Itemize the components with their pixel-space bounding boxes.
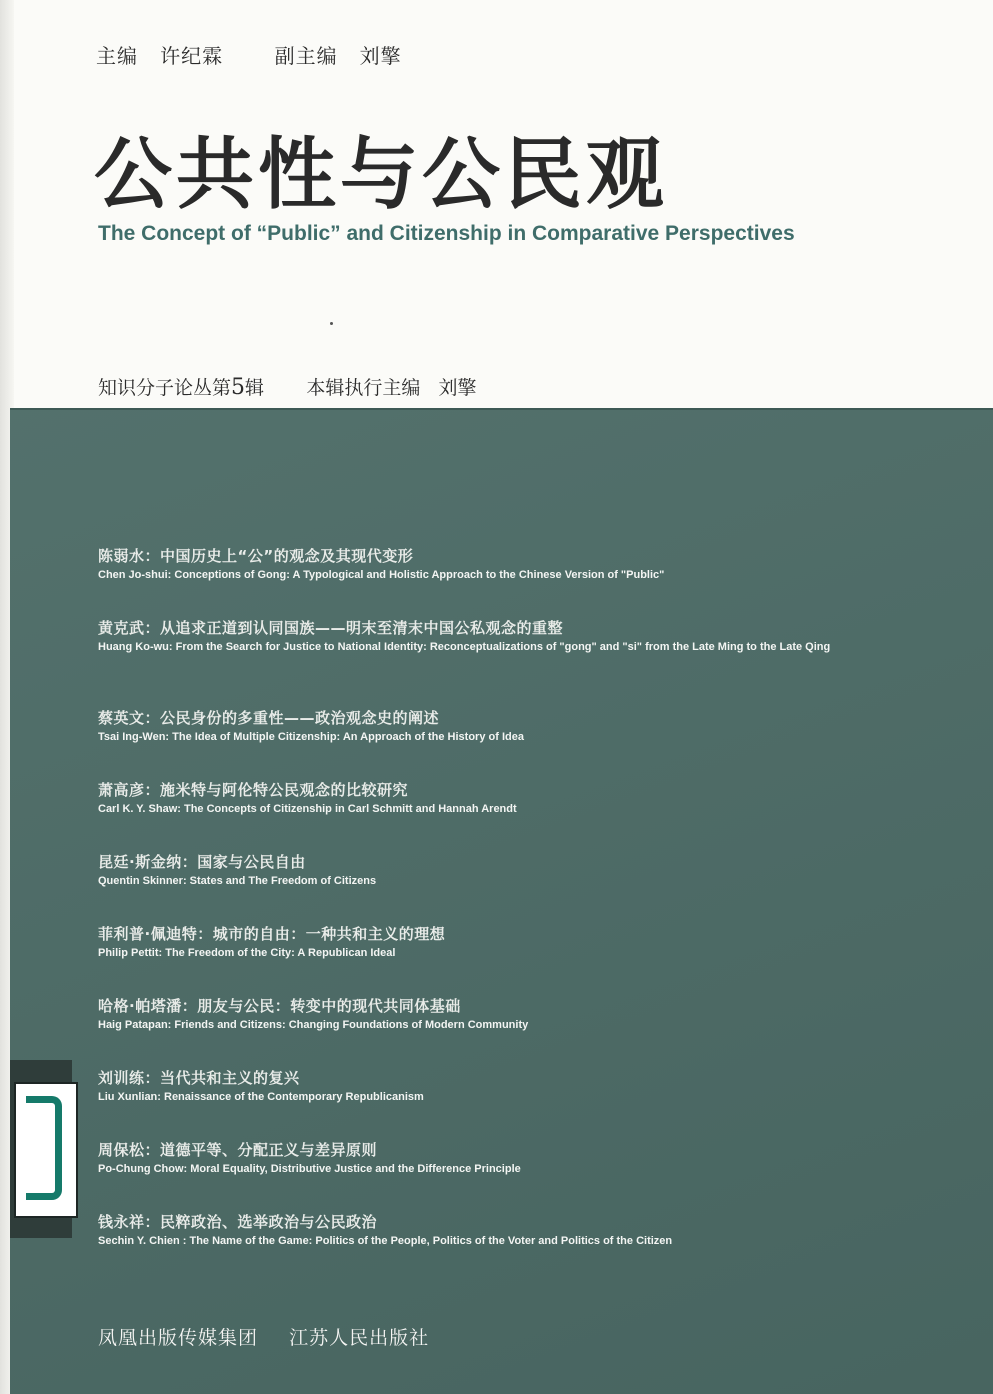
entry-title-en: Po-Chung Chow: Moral Equality, Distributive Justice and the Difference Principle [98,1163,521,1175]
entry-title-en: Chen Jo-shui: Conceptions of Gong: A Typological and Holistic Approach to the Chinese Version of "Public" [98,569,665,581]
entry-title-zh: 菲利普·佩迪特：城市的自由：一种共和主义的理想 [98,925,446,943]
entry-title-en: Liu Xunlian: Renaissance of the Contemporary Republicanism [98,1091,424,1103]
publisher-group: 凤凰出版传媒集团 [98,1327,259,1349]
chief-editor-label: 主编 [96,44,138,68]
publisher-line [98,1323,453,1350]
contents-entry [98,995,858,1067]
contents-entry [98,617,858,707]
contents-entry [98,779,858,851]
series-number: 5 [231,375,246,400]
deputy-editor-label: 副主编 [274,44,338,68]
contents-entry [98,1067,858,1139]
publisher-house: 江苏人民出版社 [289,1327,430,1349]
entry-title-en: Quentin Skinner: States and The Freedom of Citizens [98,875,377,887]
library-label-mark [26,1096,62,1200]
contents-entry [98,851,858,923]
entry-title-en: Tsai Ing-Wen: The Idea of Multiple Citizenship: An Approach of the History of Idea [98,731,524,743]
entry-title-zh: 哈格·帕塔潘：朋友与公民：转变中的现代共同体基础 [98,997,461,1015]
chief-editor-name: 许纪霖 [160,44,224,68]
deputy-editor-name: 刘擎 [359,44,402,68]
entry-title-zh: 钱永祥：民粹政治、选举政治与公民政治 [98,1213,378,1231]
series-prefix: 知识分子论丛第 [98,377,232,399]
entry-title-en: Huang Ko-wu: From the Search for Justice to National Identity: Reconceptualizations of "gong" and "si" from the Late Ming to the Late Qing [98,641,831,653]
series-suffix: 辑 [245,377,265,399]
entry-title-en: Philip Pettit: The Freedom of the City: A Republican Ideal [98,947,396,959]
series-line [98,373,476,400]
editors-line [96,40,402,69]
contents-entry [98,1139,858,1211]
contents-entry [98,923,858,995]
exec-editor-name: 刘擎 [438,377,477,399]
print-speck [330,322,333,325]
contents-entry [98,1211,858,1271]
entry-title-en: Sechin Y. Chien : The Name of the Game: Politics of the People, Politics of the Voter and Politics of the Citizen [98,1235,673,1247]
book-title: 公共性与公民观 [94,129,669,220]
entry-title-zh: 昆廷·斯金纳：国家与公民自由 [98,853,306,871]
contents-entry [98,545,858,617]
entry-title-zh: 刘训练：当代共和主义的复兴 [98,1069,300,1087]
entry-title-zh: 蔡英文：公民身份的多重性——政治观念史的阐述 [98,709,440,727]
contents-list [98,545,858,1271]
entry-title-en: Haig Patapan: Friends and Citizens: Changing Foundations of Modern Community [98,1019,529,1031]
entry-title-zh: 黄克武：从追求正道到认同国族——明末至清末中国公私观念的重整 [98,619,564,637]
book-subtitle-en: The Concept of “Public” and Citizenship in Comparative Perspectives [98,222,795,245]
entry-title-zh: 萧高彦：施米特与阿伦特公民观念的比较研究 [98,781,409,799]
exec-editor-label: 本辑执行主编 [306,377,421,399]
entry-title-en: Carl K. Y. Shaw: The Concepts of Citizenship in Carl Schmitt and Hannah Arendt [98,803,517,815]
entry-title-zh: 陈弱水：中国历史上“公”的观念及其现代变形 [98,547,414,565]
contents-entry [98,707,858,779]
entry-title-zh: 周保松：道德平等、分配正义与差异原则 [98,1141,378,1159]
